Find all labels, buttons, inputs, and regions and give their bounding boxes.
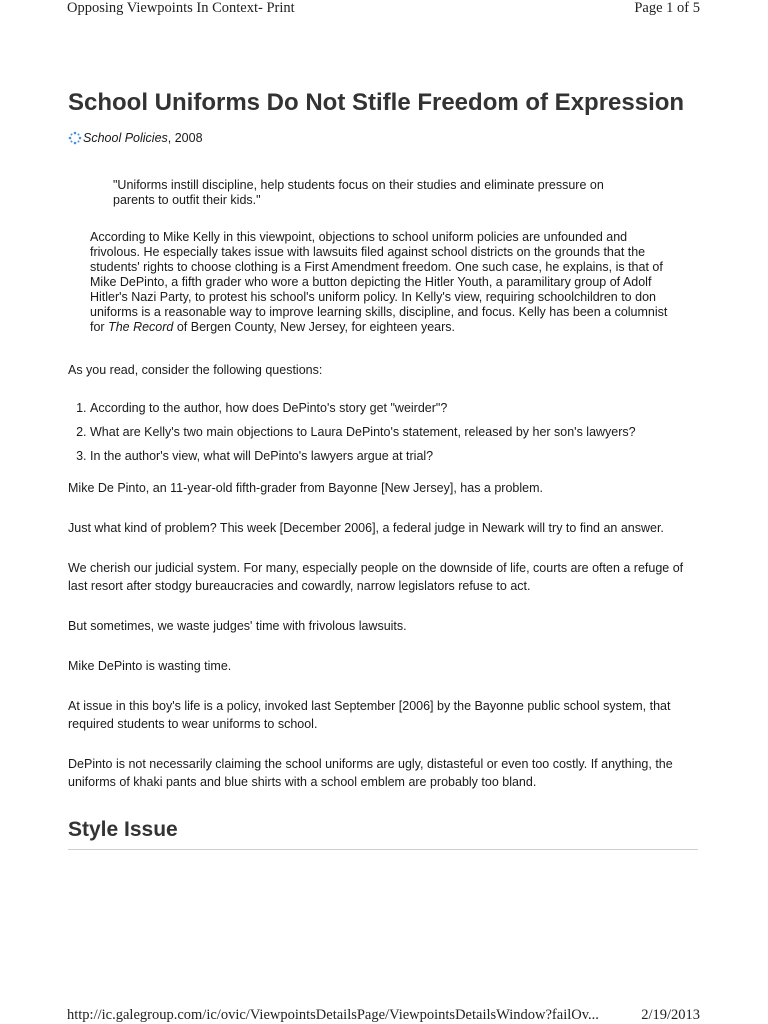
print-header [67,0,700,17]
page-number: Page 1 of 5 [634,0,700,16]
body-paragraph: Just what kind of problem? This week [December 2006], a federal judge in Newark will try to find an answer. [68,521,664,535]
print-footer [67,1007,700,1024]
question-item: 1. According to the author, how does DePinto's story get "weirder"? [90,399,698,417]
article-title: School Uniforms Do Not Stifle Freedom of Expression [68,89,685,116]
viewpoint-summary [90,230,680,335]
body-paragraph: At issue in this boy's life is a policy, invoked last September [2006] by the Bayonne public school system, that required students to wear uniforms to school. [68,699,671,731]
body-paragraph: Mike DePinto is wasting time. [68,659,232,673]
body-paragraph: We cherish our judicial system. For many, especially people on the downside of life, courts are often a refuge of last resort after stodgy bureaucracies and cowardly, narrow legislators refuse to act. [68,561,684,593]
questions-intro: As you read, consider the following questions: [68,363,323,377]
print-date: 2/19/2013 [641,1007,700,1023]
questions-list [68,399,698,465]
article-source [68,130,698,146]
source-name[interactable]: School Policies [83,131,168,145]
print-header-title: Opposing Viewpoints In Context- Print [67,0,295,16]
pull-quote: "Uniforms instill discipline, help students focus on their studies and eliminate pressure on parents to outfit their kids." [113,178,604,207]
article [68,88,698,850]
body-paragraph: DePinto is not necessarily claiming the school uniforms are ugly, distasteful or even too costly. If anything, the uniforms of khaki pants and blue shirts with a school emblem are probably too bland. [68,757,673,789]
publication-name: The Record [108,320,174,334]
summary-text-end: of Bergen County, New Jersey, for eighteen years. [173,320,455,334]
page-url[interactable]: http://ic.galegroup.com/ic/ovic/ViewpointsDetailsPage/ViewpointsDetailsWindow?failOv... [67,1007,599,1023]
question-item: 2. What are Kelly's two main objections to Laura DePinto's statement, released by her son's lawyers? [90,423,698,441]
section-heading: Style Issue [68,817,698,850]
body-paragraph: But sometimes, we waste judges' time with frivolous lawsuits. [68,619,407,633]
summary-text-start: According to Mike Kelly in this viewpoint, objections to school uniform policies are unfounded and frivolous. He especially takes issue with lawsuits filed against school districts on the grounds that the students' rights to choose clothing is a First Amendment freedom. One such case, he explains, is that of Mike DePinto, a fifth grader who wore a button depicting the Hitler Youth, a paramilitary group of Adolf Hitler's Nazi Party, to protest his school's uniform policy. In Kelly's view, requiring schoolchildren to don uniforms is a reasonable way to improve learning skills, discipline, and focus. Kelly has been a columnist for [90,230,668,334]
sparkle-icon [68,131,82,145]
source-year: , 2008 [167,131,203,145]
question-item: 3. In the author's view, what will DePinto's lawyers argue at trial? [90,447,698,465]
body-paragraph: Mike De Pinto, an 11-year-old fifth-grader from Bayonne [New Jersey], has a problem. [68,481,543,495]
